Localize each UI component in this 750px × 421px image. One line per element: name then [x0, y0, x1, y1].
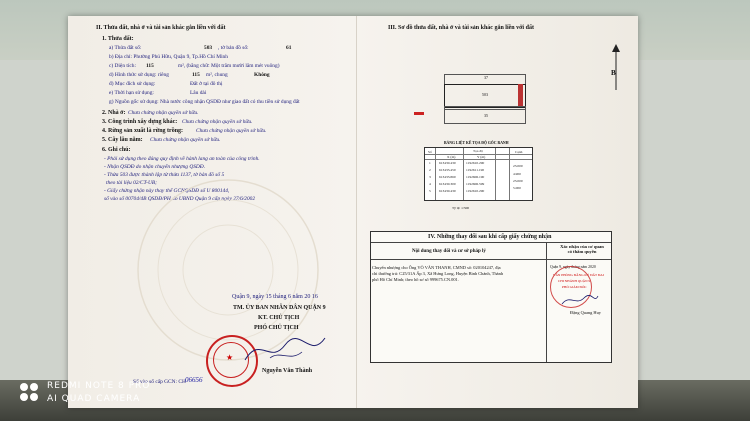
- signer-name: Nguyễn Văn Thành: [262, 368, 313, 374]
- usage-private-area: 115: [192, 72, 200, 78]
- table-cell: 23.000: [513, 164, 523, 168]
- house-value: Chưa chứng nhận quyền sở hữu.: [128, 110, 199, 116]
- confirm-signature-icon: [560, 292, 600, 308]
- house-heading: 2. Nhà ở:: [102, 110, 126, 116]
- table-cell: 1192611.190: [466, 168, 485, 172]
- note-item: theo tài liệu 02/CT-UB;: [106, 180, 157, 186]
- area-note: m², (bằng chữ: Một trăm mười lăm mét vuông): [178, 63, 280, 69]
- table-cell: 5.000: [513, 186, 521, 190]
- table-cell: 613430.430: [439, 161, 456, 165]
- table-cell: 613430.430: [439, 189, 456, 193]
- building-value: Chưa chứng nhận quyền sở hữu.: [182, 119, 253, 125]
- term-value: Lâu dài: [190, 90, 207, 96]
- land-heading: 1. Thửa đất:: [102, 36, 134, 42]
- table-cell: 1192610.290: [466, 161, 485, 165]
- table-cell: 3: [429, 175, 431, 179]
- section-ii-title: II. Thửa đất, nhà ở và tài sản khác gắn liền với đất: [96, 25, 226, 31]
- purpose-value: Đất ở tại đô thị: [190, 81, 223, 87]
- change-entry-line: phố Hồ Chí Minh; theo hồ sơ số 999675.CN.001.: [372, 277, 459, 282]
- table-cell: 613433.860: [439, 175, 456, 179]
- section-iii-title: III. Sơ đồ thửa đất, nhà ở và tài sản khác gắn liền với đất: [388, 25, 534, 31]
- confirm-office: VĂN PHÒNG ĐĂNG KÝ ĐẤT ĐAI: [553, 273, 604, 277]
- table-subheader: Y (m): [477, 155, 486, 159]
- table-cell: 613433.450: [439, 168, 456, 172]
- sign-date: Quận 9, ngày 15 tháng 6 năm 20 16: [232, 294, 318, 300]
- table-subheader: X (m): [447, 155, 456, 159]
- note-item: số vào sổ 00704/4B QSDĐ/PH do UBND Quận 9 cấp ngày 27/6/2002: [104, 196, 256, 202]
- plot-label: 37: [484, 75, 488, 80]
- note-item: - Giấy chứng nhận này thay thế GCNQSDĐ số U 800144,: [104, 188, 230, 194]
- change-entry-line: chỉ thường trú: C25/31A Ấp 3, Xã Hưng Long, Huyện Bình Chánh, Thành: [372, 271, 504, 276]
- signer-role-2: PHÓ CHỦ TỊCH: [254, 325, 299, 331]
- parcel-label: a) Thửa đất số:: [109, 45, 142, 51]
- coord-table-title: BẢNG LIỆT KÊ TỌA ĐỘ GÓC RANH: [444, 141, 509, 145]
- watermark-camera: AI QUAD CAMERA: [47, 394, 141, 404]
- table-header: Cạnh: [515, 150, 523, 154]
- sheet-number: 61: [286, 45, 292, 51]
- confirm-date: Quận 9, ngày tháng năm 2020: [550, 265, 596, 269]
- watermark-model: REDMI NOTE 8 PRO: [47, 381, 151, 391]
- record-number-label: Số vào sổ cấp GCN: CH: [133, 379, 186, 385]
- signer-role-1: KT. CHỦ TỊCH: [258, 315, 300, 321]
- table-header: Số: [428, 150, 432, 154]
- table-cell: 23.000: [513, 179, 523, 183]
- forest-heading: 4. Rừng sản xuất là rừng trồng:: [102, 128, 184, 134]
- scale-label: Tỷ lệ: 1/500: [452, 206, 470, 210]
- changes-col1-header: Nội dung thay đổi và cơ sở pháp lý: [412, 249, 486, 254]
- north-arrow-icon: [608, 44, 624, 92]
- usage-shared: Không: [254, 72, 270, 78]
- section-iv-title: IV. Những thay đổi sau khi cấp giấy chứng nhận: [428, 234, 552, 240]
- origin-line: g) Nguồn gốc sử dụng: Nhà nước công nhận QSDĐ như giao đất có thu tiền sử dụng đất: [109, 99, 300, 105]
- table-cell: 4.900: [513, 172, 521, 176]
- table-cell: 613430.300: [439, 182, 456, 186]
- term-label: e) Thời hạn sử dụng:: [109, 90, 154, 96]
- area-label: c) Diện tích:: [109, 63, 136, 69]
- coord-table: [424, 147, 533, 201]
- plot-label: 503: [482, 92, 488, 97]
- marker-line: [414, 112, 424, 115]
- usage-unit: m², chung: [206, 72, 228, 78]
- signature-icon: [240, 330, 330, 370]
- table-cell: 4: [429, 182, 431, 186]
- usage-form-label: d) Hình thức sử dụng: riêng: [109, 72, 169, 78]
- plot-label: 35: [484, 113, 488, 118]
- forest-value: Chưa chứng nhận quyền sở hữu.: [196, 128, 267, 134]
- changes-col2-header: Xác nhận của cơ quan có thẩm quyền: [560, 244, 604, 254]
- seal-star-icon: ★: [226, 353, 234, 362]
- road-edge-line: [518, 84, 523, 106]
- change-entry-line: Chuyển nhượng cho Ông VÕ VĂN THANH, CMND số: 020104247, địa: [372, 265, 501, 270]
- table-cell: 1: [429, 161, 431, 165]
- area-value: 115: [146, 63, 154, 69]
- confirm-role: PHÓ GIÁM ĐỐC: [562, 285, 587, 289]
- sheet-label: , tờ bản đồ số:: [218, 45, 249, 51]
- purpose-label: đ) Mục đích sử dụng:: [109, 81, 156, 87]
- note-item: - Thửa 503 được thành lập từ thửa 1137, tờ bản đồ số 5: [104, 172, 225, 178]
- record-number-handwritten: 06656: [185, 376, 203, 384]
- table-cell: 1192606.190: [466, 175, 485, 179]
- table-cell: 1192606.599: [466, 182, 485, 186]
- table-cell: 1192610.290: [466, 189, 485, 193]
- note-item: - Phải sử dụng theo đúng quy định về hành lang an toàn của công trình.: [104, 156, 260, 162]
- notes-heading: 6. Ghi chú:: [102, 147, 131, 153]
- signer-org: TM. ỦY BAN NHÂN DÂN QUẬN 9: [233, 305, 326, 311]
- page-fold: [356, 16, 357, 408]
- trees-heading: 5. Cây lâu năm:: [102, 137, 143, 143]
- table-cell: 2: [429, 168, 431, 172]
- trees-value: Chưa chứng nhận quyền sở hữu.: [150, 137, 221, 143]
- building-heading: 3. Công trình xây dựng khác:: [102, 119, 178, 125]
- address-line: b) Địa chỉ: Phường Phú Hữu, Quận 9, Tp.Hồ Chí Minh: [109, 54, 228, 60]
- camera-logo-icon: [18, 381, 40, 403]
- north-label: B: [611, 69, 616, 77]
- table-header: Tọa độ: [473, 149, 483, 153]
- confirm-branch: CHI NHÁNH QUẬN 9: [558, 279, 591, 283]
- confirm-name: Đặng Quang Huy: [570, 310, 601, 315]
- note-item: - Nhận QSDĐ do nhận chuyển nhượng QSDĐ.: [104, 164, 206, 170]
- table-cell: 5: [429, 189, 431, 193]
- parcel-number: 503: [204, 45, 213, 51]
